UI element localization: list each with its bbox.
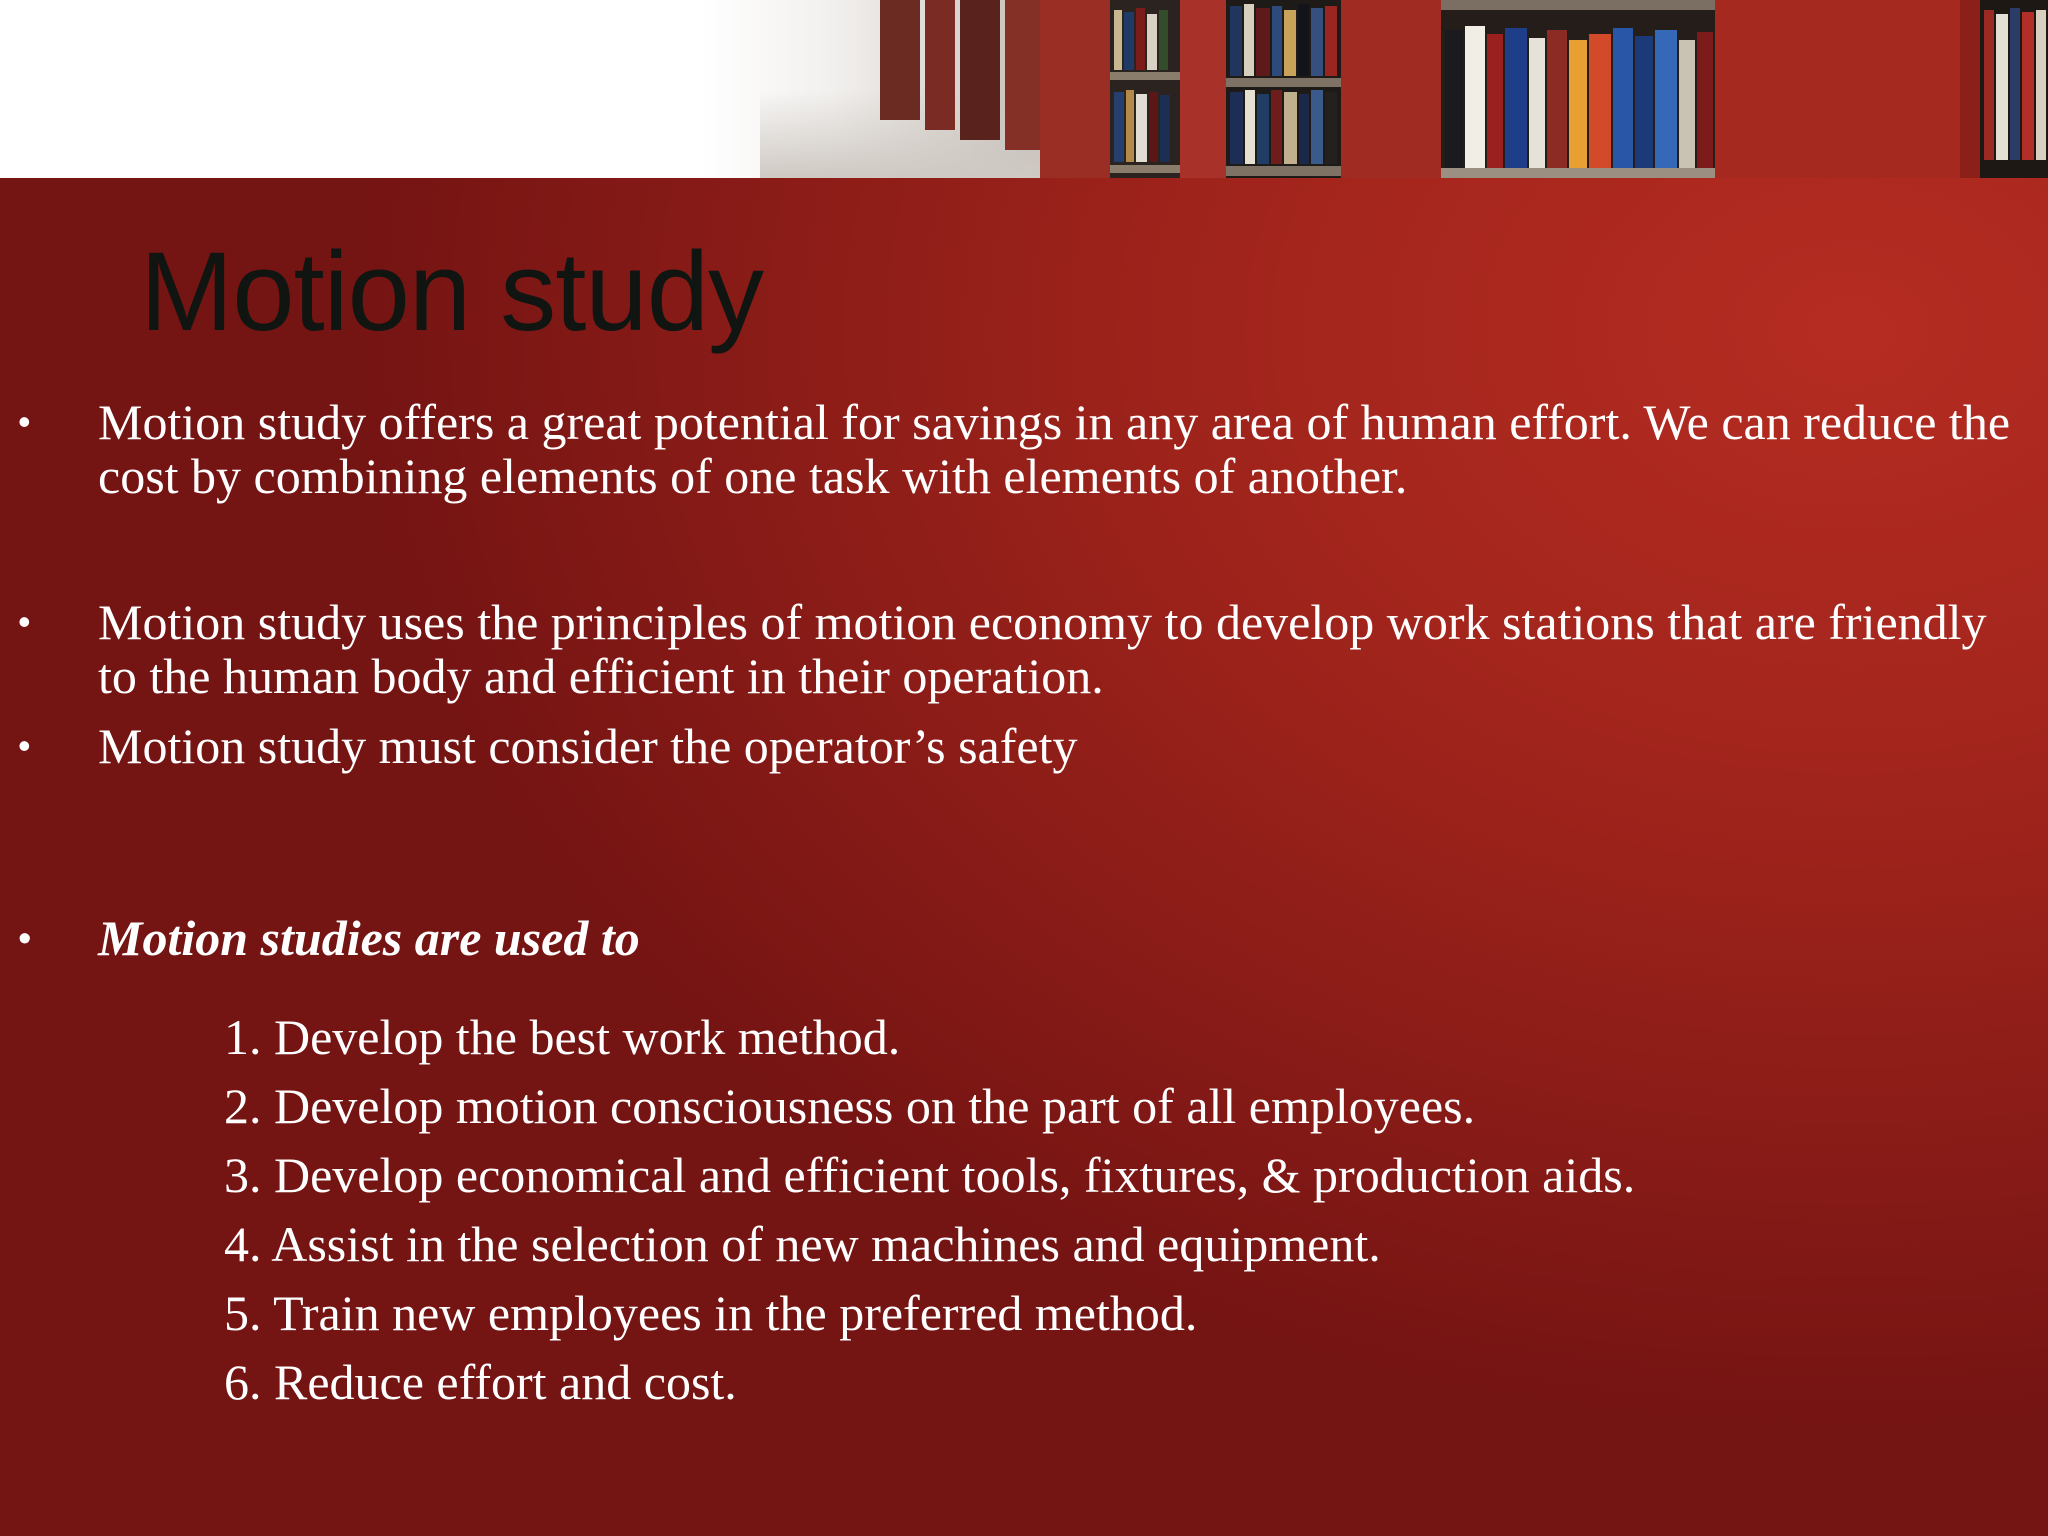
list-item: 4. Assist in the selection of new machines and equipment.	[224, 1216, 1381, 1272]
library-bookshelves-photo	[0, 0, 2048, 178]
bullet-text: Motion studies are used to	[98, 910, 640, 966]
bullet-item	[0, 395, 2020, 503]
bullet-text: Motion study uses the principles of motion economy to develop work stations that are friendly to the human body and efficient in their operation.	[98, 594, 1987, 704]
slide-body	[0, 395, 2020, 1417]
bullet-item	[0, 719, 2020, 773]
list-item: 6. Reduce effort and cost.	[224, 1354, 737, 1410]
bullet-dot: •	[18, 401, 31, 442]
bullet-dot: •	[18, 917, 31, 958]
list-item: 3. Develop economical and efficient tools, fixtures, & production aids.	[224, 1147, 1636, 1203]
bullet-item	[0, 911, 2020, 965]
bullet-dot: •	[18, 725, 31, 766]
bullet-dot: •	[18, 601, 31, 642]
list-item: 5. Train new employees in the preferred method.	[224, 1285, 1198, 1341]
bullet-item	[0, 595, 2020, 703]
bookshelves-illustration	[0, 0, 2048, 178]
slide-title: Motion study	[140, 229, 763, 354]
bullet-text: Motion study offers a great potential for savings in any area of human effort. We can reduce the cost by combining elements of one task with elements of another.	[98, 394, 2011, 504]
bullet-text: Motion study must consider the operator’s safety	[98, 718, 1078, 774]
list-item: 1. Develop the best work method.	[224, 1009, 901, 1065]
numbered-list	[0, 1003, 2020, 1417]
list-item: 2. Develop motion consciousness on the part of all employees.	[224, 1078, 1476, 1134]
